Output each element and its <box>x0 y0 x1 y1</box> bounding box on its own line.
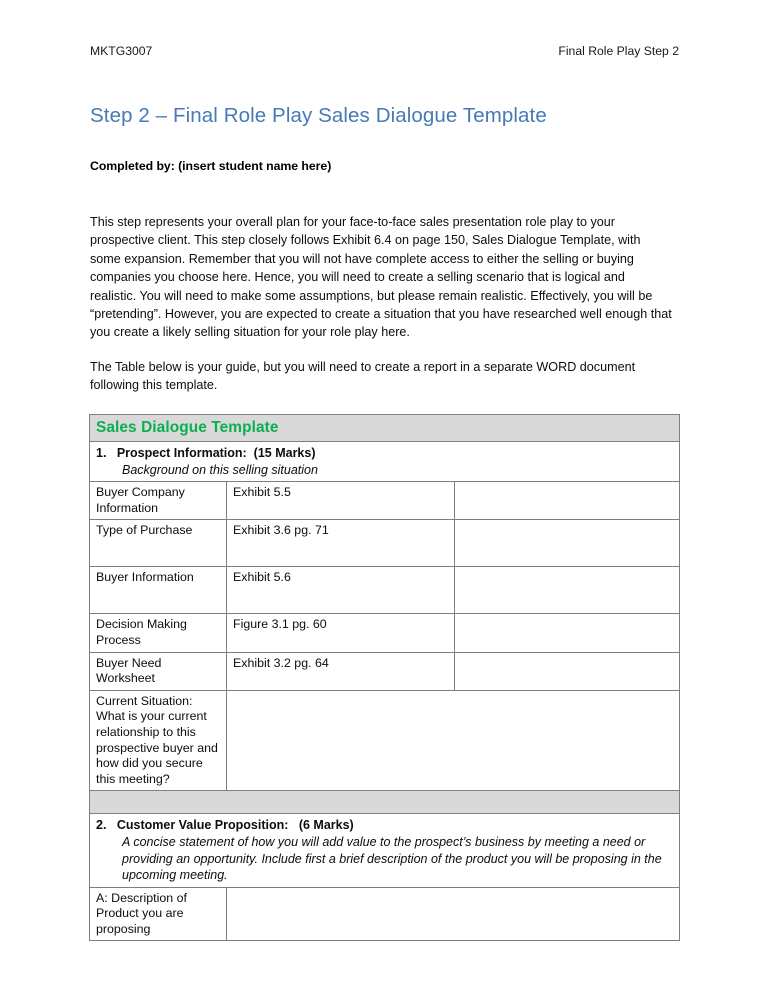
row-label: Type of Purchase <box>90 520 227 567</box>
section-1-heading: 1. Prospect Information: (15 Marks) <box>96 446 316 460</box>
row-response[interactable] <box>455 520 680 567</box>
intro-text <box>90 213 674 395</box>
row-label: Buyer Need Worksheet <box>90 652 227 690</box>
row-response[interactable] <box>455 482 680 520</box>
section-2-cell <box>90 814 680 887</box>
table-row <box>90 652 680 690</box>
table-banner-title: Sales Dialogue Template <box>96 419 279 436</box>
table-spacer-cell <box>90 791 680 814</box>
row-reference: Exhibit 5.5 <box>227 482 455 520</box>
table-banner-cell <box>90 415 680 442</box>
product-description-label: A: Description of Product you are proposing <box>90 887 227 941</box>
section-1-subheading: Background on this selling situation <box>122 462 318 477</box>
page-title: Step 2 – Final Role Play Sales Dialogue Template <box>90 104 547 127</box>
row-label: Buyer Company Information <box>90 482 227 520</box>
product-description-response[interactable] <box>227 887 680 941</box>
row-reference: Exhibit 3.2 pg. 64 <box>227 652 455 690</box>
document-label: Final Role Play Step 2 <box>558 44 679 58</box>
current-situation-row <box>90 690 680 791</box>
product-description-row <box>90 887 680 941</box>
sales-dialogue-table <box>89 414 680 941</box>
section-1-row <box>90 442 680 482</box>
current-situation-label: Current Situation: What is your current relationship to this prospective buyer and how did you secure this meeting? <box>90 690 227 791</box>
table-row <box>90 567 680 614</box>
current-situation-response[interactable] <box>227 690 680 791</box>
row-label: Buyer Information <box>90 567 227 614</box>
sales-dialogue-table-wrapper <box>89 414 679 941</box>
row-label: Decision Making Process <box>90 614 227 652</box>
table-row <box>90 614 680 652</box>
row-response[interactable] <box>455 652 680 690</box>
row-reference: Exhibit 5.6 <box>227 567 455 614</box>
row-reference: Figure 3.1 pg. 60 <box>227 614 455 652</box>
table-row <box>90 482 680 520</box>
row-response[interactable] <box>455 567 680 614</box>
section-1-cell <box>90 442 680 482</box>
course-code: MKTG3007 <box>90 44 153 58</box>
section-2-subheading: A concise statement of how you will add value to the prospect’s business by meeting a need or providing an opportunity. Include first a brief description of the product you will be proposing in the upcoming meeting. <box>122 834 662 883</box>
section-2-heading: 2. Customer Value Proposition: (6 Marks) <box>96 818 354 833</box>
table-banner-row <box>90 415 680 442</box>
completed-by-line: Completed by: (insert student name here) <box>90 159 332 173</box>
table-spacer-row <box>90 791 680 814</box>
row-response[interactable] <box>455 614 680 652</box>
intro-paragraph-2: The Table below is your guide, but you will need to create a report in a separate WORD document following this template. <box>90 359 636 393</box>
document-header <box>90 44 679 59</box>
row-reference: Exhibit 3.6 pg. 71 <box>227 520 455 567</box>
table-row <box>90 520 680 567</box>
section-2-row <box>90 814 680 887</box>
intro-paragraph-1: This step represents your overall plan for your face-to-face sales presentation role play to your prospective client. This step closely follows Exhibit 6.4 on page 150, Sales Dialogue Template, with some expansion. Remember that you will not have complete access to either the selling or buying companies you choose here. Hence, you will need to create a selling scenario that is logical and realistic. You will need to make some assumptions, but please remain realistic. Effectively, you will be “pretending”. However, you are expected to create a situation that you have researched well enough that you create a likely selling situation for your role play here. <box>90 215 672 340</box>
